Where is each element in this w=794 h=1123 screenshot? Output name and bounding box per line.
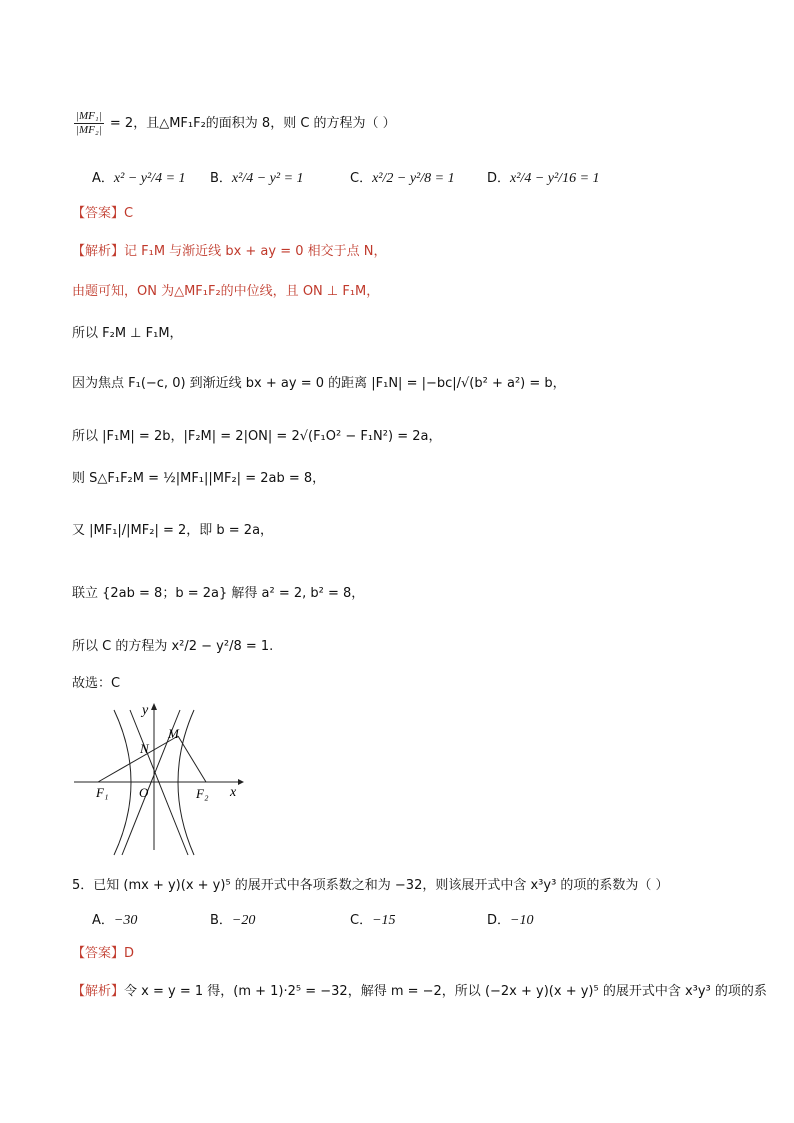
q4-analysis-line-6: 则 S△F₁F₂M = ½|MF₁||MF₂| = 2ab = 8， (72, 471, 326, 486)
q4-analysis-line-3: 所以 F₂M ⊥ F₁M， (72, 326, 183, 341)
q5-analysis-line: 【解析】令 x = y = 1 得，(m + 1)·2⁵ = −32，解得 m = −2，所以 (−2x + y)(x + y)⁵ 的展开式中含 x³y³ 的项的系 (72, 984, 767, 999)
q4-option-d: D．x²/4 − y²/16 = 1 (487, 171, 600, 186)
ratio-fraction (74, 110, 104, 137)
q4-answer-line (72, 205, 133, 223)
q4-answer: C (124, 206, 134, 221)
q4-analysis-line-7: 又 |MF₁|/|MF₂| = 2，即 b = 2a， (72, 523, 274, 538)
label-o: O (139, 785, 149, 800)
label-m: M (168, 726, 179, 741)
q5-stem: 5．已知 (mx + y)(x + y)⁵ 的展开式中各项系数之和为 −32，则该展开式中含 x³y³ 的项的系数为（ ） (72, 878, 669, 893)
q4-analysis-line-10: 故选：C (72, 676, 121, 691)
q4-stem-text: = 2，且△MF₁F₂的面积为 8，则 C 的方程为（ ） (109, 116, 396, 131)
label-y: y (142, 703, 149, 718)
q5-option-a: A．−30 (92, 913, 138, 928)
q4-option-a: A．x² − y²/4 = 1 (92, 171, 186, 186)
label-f1: F₁ (96, 785, 109, 800)
q5-option-c: C．−15 (350, 913, 396, 928)
analysis-tag: 【解析】 (72, 984, 125, 999)
q5-option-b: B．−20 (210, 913, 256, 928)
y-axis-arrow (151, 703, 157, 710)
answer-tag: 【答案】 (72, 946, 125, 961)
hyperbola-diagram (70, 700, 250, 860)
q4-option-c: C．x²/2 − y²/8 = 1 (350, 171, 455, 186)
segment-f1-m (98, 736, 178, 782)
analysis-tag: 【解析】 (72, 244, 125, 259)
q4-option-b: B．x²/4 − y² = 1 (210, 171, 304, 186)
q5-answer-line (72, 945, 134, 963)
q4-analysis-line-8: 联立 {2ab = 8；b = 2a} 解得 a² = 2, b² = 8， (72, 586, 365, 601)
segment-m-f2 (178, 736, 206, 782)
ratio-numerator: |MF₁| (76, 110, 102, 122)
q5-option-d: D．−10 (487, 913, 534, 928)
q5-answer: D (124, 946, 135, 961)
label-f2: F₂ (196, 786, 209, 801)
x-axis-arrow (238, 779, 244, 785)
q4-analysis-line-2: 由题可知，ON 为△MF₁F₂的中位线，且 ON ⊥ F₁M， (72, 284, 380, 299)
q4-analysis-line-5: 所以 |F₁M| = 2b，|F₂M| = 2|ON| = 2√(F₁O² − F₁N²) = 2a， (72, 429, 442, 444)
q4-analysis-line-4: 因为焦点 F₁(−c, 0) 到渐近线 bx + ay = 0 的距离 |F₁N| = |−bc|/√(b² + a²) = b， (72, 376, 566, 391)
answer-tag: 【答案】 (72, 206, 125, 221)
label-n: N (140, 741, 149, 756)
ratio-denominator: |MF₂| (76, 124, 102, 136)
q4-stem (72, 110, 396, 137)
q4-analysis-line-1: 【解析】记 F₁M 与渐近线 bx + ay = 0 相交于点 N， (72, 244, 387, 259)
q4-analysis-line-9: 所以 C 的方程为 x²/2 − y²/8 = 1. (72, 639, 274, 654)
label-x: x (230, 785, 237, 800)
